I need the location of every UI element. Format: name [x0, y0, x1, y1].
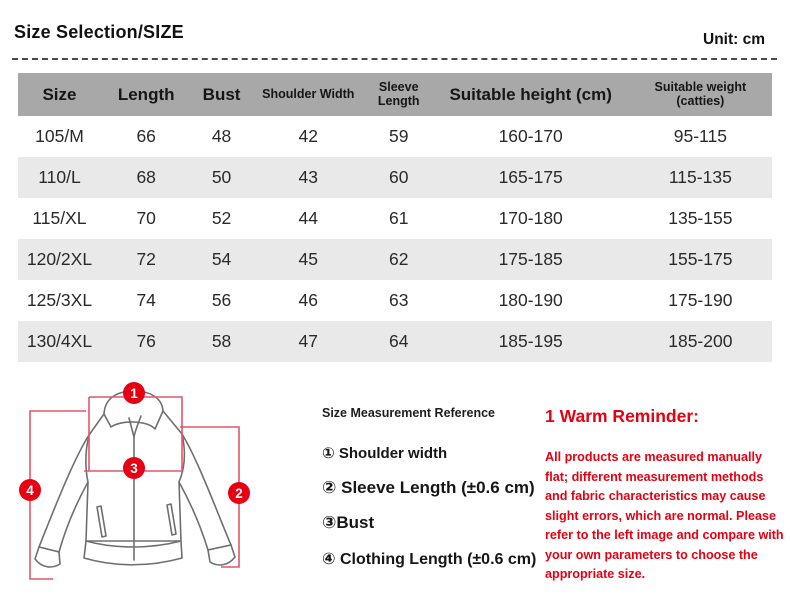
table-cell: 52	[211, 208, 232, 228]
table-cell: 115-135	[668, 167, 732, 187]
table-cell: 47	[298, 331, 318, 351]
marker-1-label: 1	[130, 385, 138, 401]
table-cell: 66	[136, 126, 156, 146]
table-cell: 170-180	[498, 208, 563, 228]
table-cell: 74	[136, 290, 156, 310]
table-row	[18, 116, 772, 157]
table-cell: 43	[298, 167, 318, 187]
measure-item-shoulder: ① Shoulder width	[322, 445, 448, 462]
jacket-measurement-diagram	[0, 380, 270, 606]
table-cell: 60	[389, 167, 409, 187]
table-row	[18, 239, 772, 280]
table-row	[18, 321, 772, 362]
marker-3-label: 3	[130, 460, 138, 476]
table-row	[18, 280, 772, 321]
column-header: Suitable height (cm)	[433, 73, 629, 116]
measure-item-sleeve: ② Sleeve Length (±0.6 cm)	[322, 478, 535, 497]
table-cell: 44	[298, 208, 318, 228]
table-cell: 61	[389, 208, 409, 228]
measurement-reference-title: Size Measurement Reference	[322, 406, 495, 420]
column-header: Bust	[191, 73, 251, 116]
dashed-divider	[12, 58, 777, 60]
warm-reminder-title: 1 Warm Reminder:	[545, 406, 699, 426]
table-row	[18, 157, 772, 198]
table-cell: 45	[298, 249, 318, 269]
table-cell: 46	[298, 290, 318, 310]
table-cell: 115/XL	[32, 208, 87, 228]
table-cell: 63	[389, 290, 409, 310]
table-cell: 68	[136, 167, 156, 187]
measurement-reference	[322, 406, 540, 585]
measure-item-bust: ③Bust	[322, 513, 375, 532]
table-cell: 72	[136, 249, 156, 269]
table-cell: 76	[136, 331, 156, 351]
column-header: Size	[18, 73, 101, 116]
size-table	[18, 73, 772, 362]
table-cell: 50	[211, 167, 232, 187]
size-table-body	[18, 116, 772, 362]
jacket-outline-icon	[35, 391, 235, 567]
table-cell: 56	[211, 290, 232, 310]
column-header: Shoulder Width	[252, 73, 365, 116]
table-cell: 48	[211, 126, 232, 146]
table-cell: 160-170	[498, 126, 563, 146]
table-cell: 120/2XL	[26, 249, 93, 269]
table-cell: 105/M	[35, 126, 84, 146]
table-cell: 62	[389, 249, 409, 269]
table-cell: 135-155	[668, 208, 733, 228]
warm-reminder-body: All products are measured manually flat; different measurement methods and fabric characteristics may cause slight errors, which are normal. Please refer to the left image and compare with your own parameters to choose the appropriate size.	[545, 450, 784, 582]
table-row	[18, 198, 772, 239]
page-title: Size Selection/SIZE	[14, 22, 184, 42]
measure-item-clothing-length: ④ Clothing Length (±0.6 cm)	[322, 551, 537, 568]
table-cell: 175-185	[498, 249, 563, 269]
table-cell: 125/3XL	[26, 290, 93, 310]
table-cell: 95-115	[673, 126, 727, 146]
column-header: Length	[101, 73, 191, 116]
table-cell: 185-195	[498, 331, 563, 351]
table-cell: 58	[211, 331, 232, 351]
table-cell: 70	[136, 208, 156, 228]
table-cell: 42	[298, 126, 318, 146]
column-header: Suitable weight (catties)	[629, 73, 772, 116]
table-cell: 155-175	[668, 249, 733, 269]
table-cell: 185-200	[668, 331, 733, 351]
table-cell: 165-175	[498, 167, 563, 187]
marker-4-label: 4	[26, 482, 34, 498]
column-header: Sleeve Length	[365, 73, 433, 116]
unit-label: Unit: cm	[703, 31, 765, 48]
table-cell: 175-190	[668, 290, 733, 310]
table-cell: 64	[389, 331, 409, 351]
table-cell: 59	[389, 126, 409, 146]
warm-reminder	[545, 406, 787, 585]
table-cell: 54	[211, 249, 232, 269]
table-cell: 130/4XL	[26, 331, 93, 351]
table-cell: 180-190	[498, 290, 563, 310]
size-table-wrap	[18, 73, 772, 362]
table-cell: 110/L	[38, 167, 81, 187]
size-table-header-row	[18, 73, 772, 116]
marker-2-label: 2	[235, 485, 243, 501]
